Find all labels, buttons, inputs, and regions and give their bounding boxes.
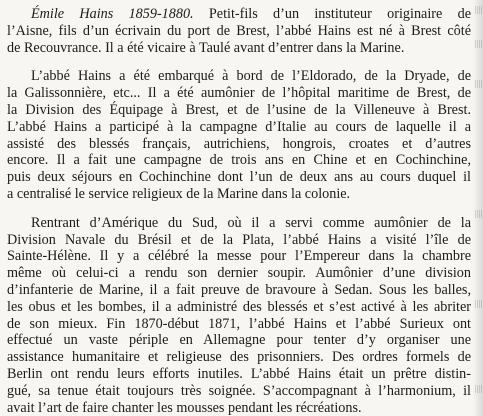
- paragraph-line: Sainte-Hélène. Il y a célébré la messe pour l’Empereur dans la chambre: [7, 248, 471, 265]
- bleed-through-mark: [475, 300, 482, 308]
- paragraph-line: effectué un vaste périple en Allemagne pour tenter d’y organiser une: [7, 332, 471, 349]
- paragraph-line: la Division des Équipage à Brest, et de l’usine de la Villeneuve à Brest.: [7, 101, 471, 118]
- paragraph-line: même où celui-ci a rendu son dernier soupir. Aumônier d’une division: [7, 265, 471, 282]
- paragraph-line: puis deux séjours en Cochinchine dont l’un de deux ans au cours duquel il: [7, 169, 471, 186]
- paragraph-line: assisté des blessés français, autrichiens, hongrois, croates et d’autres: [7, 135, 471, 152]
- paragraph-line: Berlin ont rendu leurs efforts inutiles. L’abbé Hains était un prêtre distin-: [7, 365, 471, 382]
- person-name: Émile Hains 1859-1880.: [31, 6, 194, 22]
- paragraph-line: assistance humanitaire et religieuse des prisonniers. Des ordres formels de: [7, 349, 471, 366]
- paragraph-line: L’abbé Hains a été embarqué à bord de l’Eldorado, de la Dryade, de: [31, 68, 471, 85]
- paragraph-3: [7, 215, 471, 416]
- bleed-through-mark: [475, 40, 482, 48]
- paragraph-line: les obus et les bombes, il a administré des blessés et s’est activé à les abriter: [7, 298, 471, 315]
- bleed-through-mark: [475, 80, 482, 88]
- paragraph-line: encore. Il a fait une campagne de trois ans en Chine et en Cochinchine,: [7, 152, 471, 169]
- paragraph-line: Division Navale du Brésil et de la Plata, l’abbé Hains a visité l’île de: [7, 231, 471, 248]
- paragraph-line: d’infanterie de Marine, il a fait preuve de bravoure à Sedan. Sous les balles,: [7, 281, 471, 298]
- paragraph-line: la Galissonnière, etc... Il a été aumônier de l’hôpital maritime de Brest, de: [7, 85, 471, 102]
- bleed-through-mark: [475, 385, 482, 393]
- paragraph-line: gué, sa tenue était toujours très soignée. S’accompagnant à l’harmonium, il: [7, 382, 471, 399]
- bleed-through-mark: [475, 210, 482, 218]
- body-text: [7, 6, 471, 416]
- paragraph-line: Rentrant d’Amérique du Sud, où il a servi comme aumônier de la: [31, 214, 471, 231]
- paragraph-1: [7, 6, 471, 56]
- paragraph-line: a centralisé le service religieux de la Marine dans la colonie.: [7, 185, 351, 202]
- paragraph-line: l’Aisne, fils d’un écrivain du port de Brest, l’abbé Hains est né à Brest côté: [7, 22, 471, 39]
- paragraph-line: de Recouvrance. Il a été vicaire à Taulé avant d’entrer dans la Marine.: [7, 39, 405, 56]
- page-edge-shadow: [473, 0, 483, 416]
- bleed-through-mark: [475, 6, 482, 14]
- paragraph-line: de son mieux. Fin 1870-début 1871, l’abbé Hains et l’abbé Surieux ont: [7, 315, 471, 332]
- paragraph-line: Émile Hains 1859-1880. Petit-fils d’un instituteur originaire de: [31, 6, 471, 22]
- paragraph-2: [7, 68, 471, 202]
- paragraph-line: avait l’art de faire chanter les mousses pendant les récréations.: [7, 399, 362, 416]
- paragraph-line: L’abbé Hains a participé à la campagne d’Italie au cours de laquelle il a: [7, 118, 471, 135]
